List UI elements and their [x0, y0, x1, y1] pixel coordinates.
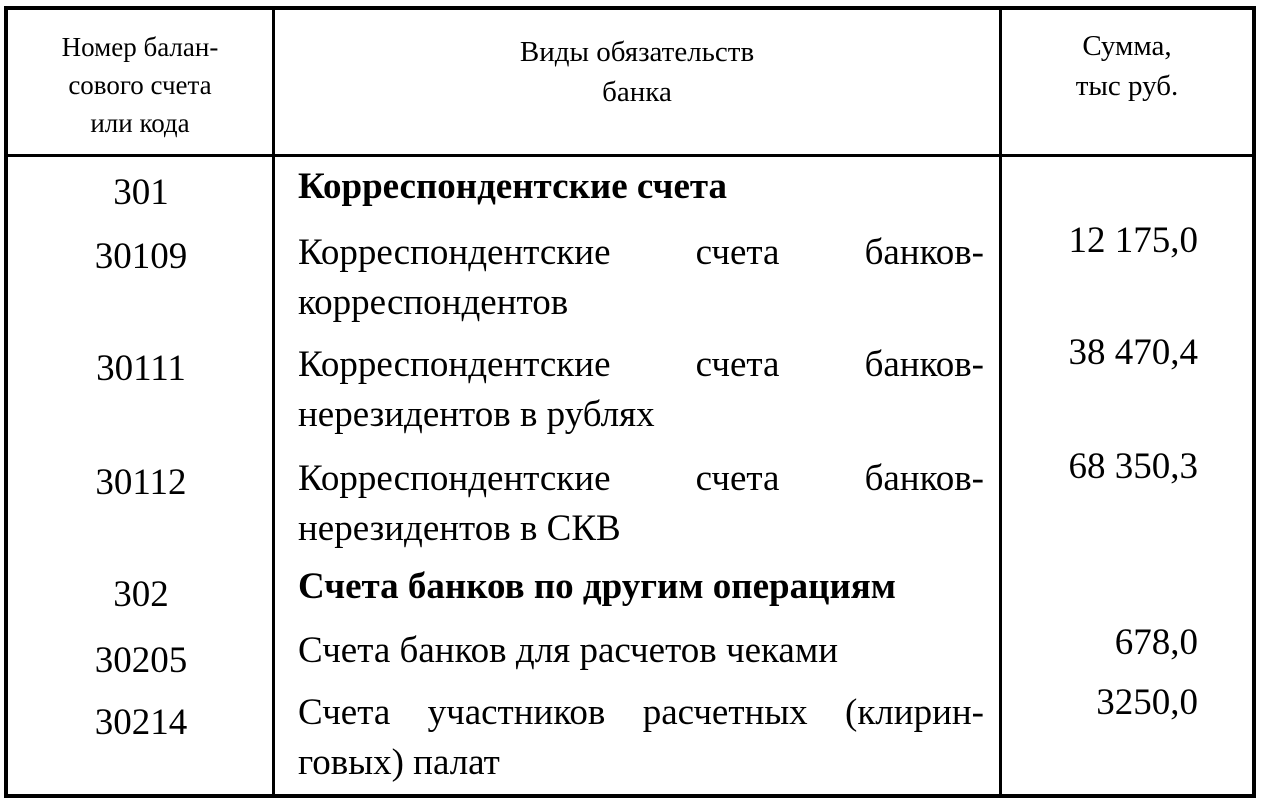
row-sum: 38 470,4 [1068, 332, 1198, 373]
header-code-column [8, 28, 272, 142]
row-sum: 68 350,3 [1068, 446, 1198, 487]
row-code: 30112 [95, 462, 187, 503]
row-description [298, 688, 984, 788]
liabilities-table [4, 6, 1256, 798]
row-code: 30205 [94, 640, 188, 681]
row-description-line: нерезидентов в рублях [298, 394, 655, 435]
row-description-line: Корреспондентские счета банков- [298, 344, 984, 385]
header-sum-column [1002, 26, 1252, 106]
row-description [298, 228, 984, 328]
header-code-line: сового счета [68, 70, 212, 100]
row-description-line: говых) палат [298, 742, 500, 783]
row-description-line: Корреспондентские счета банков- [298, 232, 984, 273]
row-description [298, 562, 984, 612]
row-code: 30214 [94, 702, 188, 743]
row-sum: 3250,0 [1096, 682, 1198, 723]
header-code-line: Номер балан- [61, 32, 219, 62]
row-description-line: Корреспондентские счета банков- [298, 458, 984, 499]
row-code: 30111 [96, 348, 186, 389]
header-type-line: Виды обязательств [519, 36, 755, 68]
header-sum-line: тыс руб. [1075, 70, 1179, 102]
row-description-line: Счета банков для расчетов чеками [298, 630, 839, 671]
header-code-line: или кода [90, 108, 190, 138]
row-code: 301 [113, 172, 169, 213]
row-code: 30109 [94, 236, 188, 277]
row-description [298, 162, 984, 212]
header-type-line: банка [602, 76, 672, 108]
header-sum-line: Сумма, [1082, 30, 1172, 62]
row-description [298, 340, 984, 440]
row-description-line: Счета банков по другим операциям [298, 566, 896, 607]
row-description-line: Счета участников расчетных (клирин- [298, 692, 984, 733]
row-sum: 678,0 [1114, 622, 1198, 663]
row-code: 302 [113, 574, 169, 615]
row-description-line: Корреспондентские счета [298, 166, 727, 207]
row-sum: 12 175,0 [1068, 220, 1198, 261]
header-type-column [275, 32, 999, 112]
row-description-line: нерезидентов в СКВ [298, 508, 621, 549]
row-description-line: корреспондентов [298, 282, 569, 323]
row-description [298, 626, 984, 676]
column-divider-2 [999, 10, 1002, 794]
header-divider [8, 154, 1252, 157]
row-description [298, 454, 984, 554]
